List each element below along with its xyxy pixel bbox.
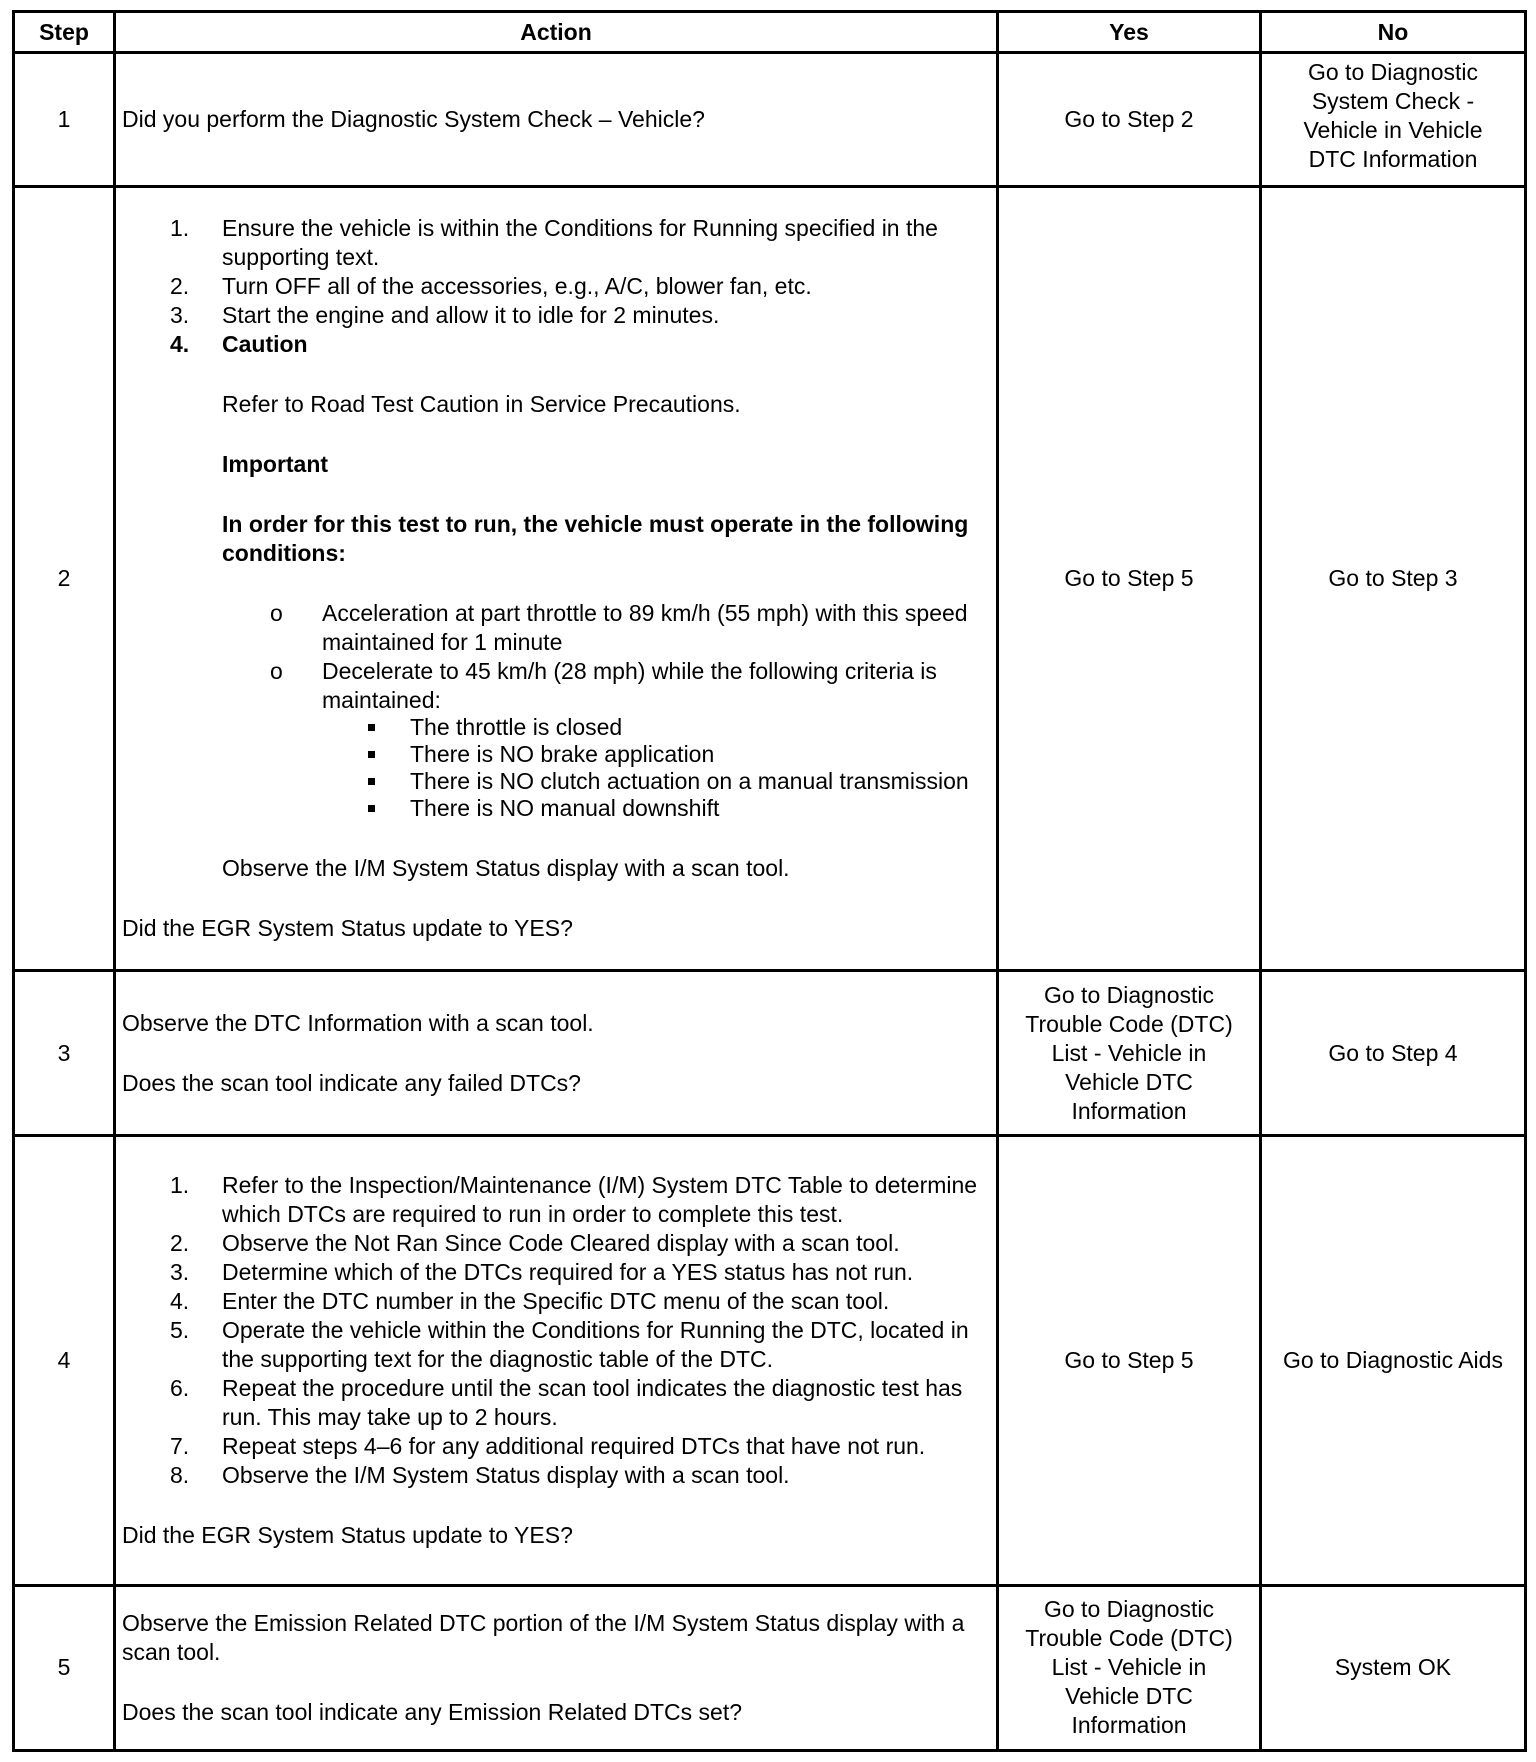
no-link-line: DTC Information [1308,146,1478,172]
yes-link[interactable] [1005,1595,1253,1740]
yes-link-line: Information [1071,1712,1187,1739]
yes-link[interactable]: Go to Step 2 [1064,105,1194,132]
question-text: Did the EGR System Status update to YES? [122,1521,573,1548]
step-number: 2 [14,186,115,970]
list-item-text: Ensure the vehicle is within the Conditions for Running specified in the supporting text. [222,214,938,270]
yes-cell [998,186,1261,970]
list-item-text: Observe the I/M System Status display with a scan tool. [222,1461,790,1488]
list-item-text: Enter the DTC number in the Specific DTC menu of the scan tool. [222,1287,890,1314]
action-cell [115,970,998,1135]
no-result: System OK [1334,1654,1452,1681]
yes-cell [998,53,1261,187]
list-item-text: Repeat steps 4–6 for any additional required DTCs that have not run. [222,1432,926,1459]
list-item-text: Operate the vehicle within the Conditions for Running the DTC, located in the supporting text for the diagnostic table of the DTC. [222,1316,969,1372]
list-item: 3. Determine which of the DTCs required for a YES status has not run. [170,1258,914,1285]
action-text: Observe the Emission Related DTC portion of the I/M System Status display with a scan tool. [122,1609,965,1665]
list-item: 2. Observe the Not Ran Since Code Cleared display with a scan tool. [170,1229,900,1256]
step-number: 1 [14,53,115,187]
list-item-text: Turn OFF all of the accessories, e.g., A/C, blower fan, etc. [222,272,812,299]
question-text: Does the scan tool indicate any Emission Related DTCs set? [122,1698,743,1725]
list-item-text: There is NO clutch actuation on a manual transmission [410,767,969,794]
list-item-text: Refer to the Inspection/Maintenance (I/M) System DTC Table to determine which DTCs are required to run in order to complete this test. [222,1171,978,1227]
yes-link[interactable]: Go to Step 5 [1064,564,1194,591]
caution-label: Caution [222,330,308,357]
yes-link-line: Go to Diagnostic [1043,1596,1215,1623]
yes-cell [998,970,1261,1135]
action-cell [115,186,998,970]
caution-text: Refer to Road Test Caution in Service Precautions. [222,390,741,417]
list-item-text: Decelerate to 45 km/h (28 mph) while the following criteria is maintained: [322,657,937,713]
list-item-text: Start the engine and allow it to idle for 2 minutes. [222,301,720,328]
list-item-text: There is NO manual downshift [410,794,720,821]
procedure-list [122,1171,990,1490]
header-row [14,12,1526,53]
step-number: 3 [14,970,115,1135]
yes-link-line: Information [1071,1097,1187,1124]
list-item: 6. Repeat the procedure until the scan tool indicates the diagnostic test has run. This may take up to 2 hours. [170,1374,963,1430]
list-item-text: Repeat the procedure until the scan tool indicates the diagnostic test has run. This may take up to 2 hours. [222,1374,963,1430]
header-step: Step [14,12,115,53]
yes-link-line: Vehicle DTC [1065,1068,1193,1095]
list-item: o Decelerate to 45 km/h (28 mph) while the following criteria is maintained: The throttle is closed There is NO brake application There is NO clutch actuation on a manual transmission There is NO manual downshift [322,657,990,823]
action-cell [115,1136,998,1585]
list-item-text: Observe the Not Ran Since Code Cleared display with a scan tool. [222,1229,900,1256]
list-item: 8. Observe the I/M System Status display with a scan tool. [170,1461,790,1488]
important-label: Important [222,450,329,477]
action-text: Observe the DTC Information with a scan tool. [122,1009,594,1036]
question-text: Does the scan tool indicate any failed DTCs? [122,1069,581,1096]
no-link[interactable]: Go to Diagnostic Aids [1283,1346,1503,1373]
list-item [410,794,990,823]
yes-cell [998,1136,1261,1585]
list-item: 1. Refer to the Inspection/Maintenance (I/M) System DTC Table to determine which DTCs are required to run in order to complete this test. [170,1171,978,1227]
action-cell [115,1585,998,1750]
observe-text: Observe the I/M System Status display with a scan tool. [222,854,790,881]
no-link-line: Go to Diagnostic [1307,59,1479,85]
yes-cell [998,1585,1261,1750]
list-item [410,713,990,742]
action-cell [115,53,998,187]
question-text: Did you perform the Diagnostic System Check – Vehicle? [122,105,705,132]
question-text: Did the EGR System Status update to YES? [122,914,573,941]
table-row-step-4 [14,1136,1526,1585]
header-no: No [1261,12,1526,53]
yes-link-line: List - Vehicle in [1051,1039,1207,1066]
criteria-list [310,713,990,823]
yes-link-line: Trouble Code (DTC) [1025,1010,1233,1037]
yes-link-line: Vehicle DTC [1065,1683,1193,1710]
no-cell [1261,186,1526,970]
yes-link[interactable]: Go to Step 5 [1064,1346,1194,1373]
header-action: Action [115,12,998,53]
list-item-text: The throttle is closed [410,713,623,740]
list-item [410,740,990,769]
list-item: 2. Turn OFF all of the accessories, e.g., A/C, blower fan, etc. [170,272,812,299]
list-item: 1. Ensure the vehicle is within the Conditions for Running specified in the supporting text. [170,214,938,270]
table-row-step-3 [14,970,1526,1135]
important-text: In order for this test to run, the vehicle must operate in the following conditions: [222,510,969,566]
no-link-line: System Check - [1311,88,1475,114]
list-item: o Acceleration at part throttle to 89 km/h (55 mph) with this speed maintained for 1 minute [270,599,968,655]
list-item [410,767,990,796]
no-link-line: Vehicle in Vehicle [1303,117,1483,143]
list-item: 5. Operate the vehicle within the Conditions for Running the DTC, located in the supporting text for the diagnostic table of the DTC. [170,1316,969,1372]
no-cell [1261,970,1526,1135]
list-item-text: There is NO brake application [410,740,715,767]
no-link[interactable]: Go to Step 4 [1328,1039,1458,1066]
conditions-list [122,599,990,823]
table-row-step-5 [14,1585,1526,1750]
list-item: 3. Start the engine and allow it to idle for 2 minutes. [170,301,720,328]
yes-link-line: Go to Diagnostic [1043,981,1215,1008]
procedure-list [122,214,990,359]
header-yes: Yes [998,12,1261,53]
step-number: 5 [14,1585,115,1750]
table-row-step-1 [14,53,1526,187]
yes-link-line: Trouble Code (DTC) [1025,1625,1233,1652]
no-cell [1261,1585,1526,1750]
list-item: 4. Caution [170,330,308,357]
no-link[interactable] [1268,58,1518,174]
list-item-text: Acceleration at part throttle to 89 km/h (55 mph) with this speed maintained for 1 minute [322,599,968,655]
list-item: 7. Repeat steps 4–6 for any additional required DTCs that have not run. [170,1432,926,1459]
yes-link-line: List - Vehicle in [1051,1654,1207,1681]
yes-link[interactable] [1005,981,1253,1126]
table-row-step-2 [14,186,1526,970]
diagnostic-table [12,10,1527,1752]
no-link[interactable]: Go to Step 3 [1328,564,1458,591]
list-item-text: Determine which of the DTCs required for a YES status has not run. [222,1258,914,1285]
no-cell [1261,53,1526,187]
step-number: 4 [14,1136,115,1585]
no-cell [1261,1136,1526,1585]
list-item: 4. Enter the DTC number in the Specific DTC menu of the scan tool. [170,1287,890,1314]
